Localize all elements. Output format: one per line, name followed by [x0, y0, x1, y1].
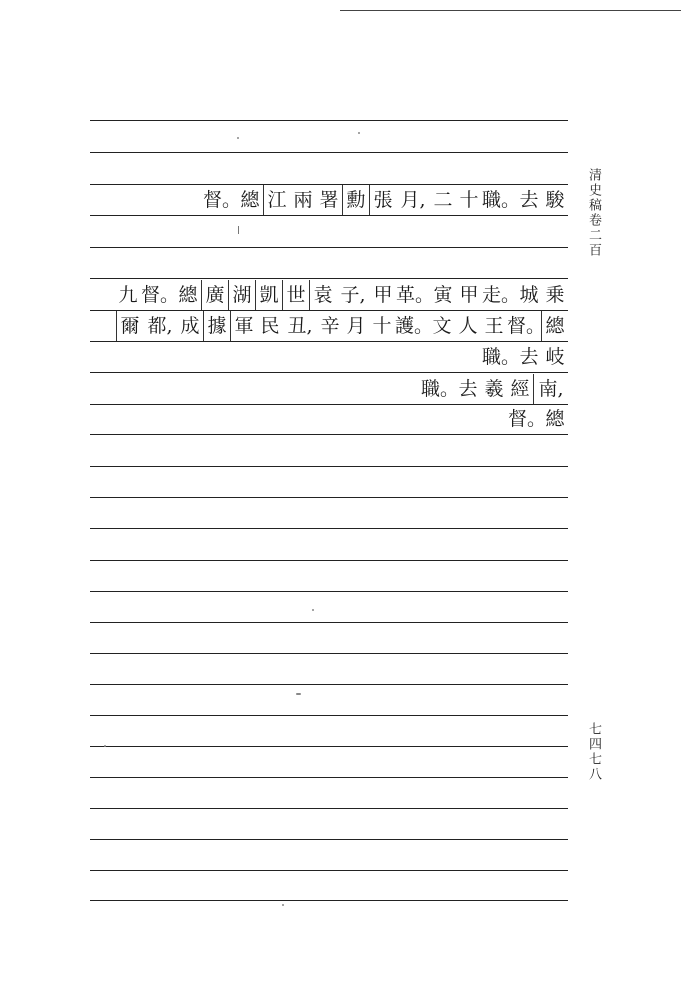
- glyph-cell: 乗: [545, 284, 565, 306]
- glyph-cell: 張: [369, 185, 396, 215]
- glyph-cell: 月,: [400, 189, 426, 211]
- table-rule: [90, 434, 568, 435]
- glyph-cell: 丑,: [287, 315, 313, 337]
- glyph-cell: 民: [260, 315, 280, 337]
- table-rule: [90, 777, 568, 778]
- glyph-cell: 岐: [545, 346, 565, 368]
- table-rule: [90, 215, 568, 216]
- table-rule: [90, 372, 568, 373]
- glyph-cell: 袁: [309, 280, 336, 310]
- glyph-cell: 月: [346, 315, 366, 337]
- table-row: [90, 185, 568, 215]
- table-rule: [90, 746, 568, 747]
- glyph-cell: 軍: [230, 311, 257, 341]
- table-rule: [90, 152, 568, 153]
- glyph-cell: 總: [240, 189, 260, 211]
- glyph-cell: 去: [458, 378, 478, 400]
- glyph-cell: 寅: [433, 284, 453, 306]
- glyph-cell: 兩: [293, 189, 313, 211]
- glyph-cell: 二: [433, 189, 453, 211]
- table-rule: [90, 591, 568, 592]
- table-rule: [90, 839, 568, 840]
- table-rule: [90, 900, 568, 901]
- glyph-cell: 督。: [203, 189, 242, 211]
- glyph-cell: 總: [545, 408, 565, 430]
- glyph-cell: 走。: [482, 284, 521, 306]
- table-rule: [90, 466, 568, 467]
- glyph-cell: 據: [203, 311, 230, 341]
- glyph-cell: 去: [519, 189, 539, 211]
- glyph-cell: 凱: [255, 280, 282, 310]
- glyph-cell: 甲: [373, 284, 393, 306]
- table-rule: [90, 653, 568, 654]
- table-row: [90, 374, 568, 404]
- table-rule: [90, 120, 568, 121]
- table-row: [90, 342, 568, 372]
- table-rule: [90, 247, 568, 248]
- glyph-cell: 江: [263, 185, 290, 215]
- page-number: 七四七八: [586, 722, 601, 782]
- glyph-cell: 署: [319, 189, 339, 211]
- glyph-cell: 人: [458, 315, 478, 337]
- glyph-cell: 湖: [228, 280, 255, 310]
- scan-mark: [238, 226, 239, 234]
- glyph-cell: 經: [510, 378, 530, 400]
- glyph-cell: 總: [178, 284, 198, 306]
- glyph-cell: 督。: [508, 408, 547, 430]
- scan-mark: [296, 693, 301, 695]
- scan-mark: [237, 137, 239, 139]
- glyph-cell: 廣: [201, 280, 228, 310]
- glyph-cell: 爾: [116, 311, 143, 341]
- scan-mark: [358, 132, 360, 134]
- scan-mark: [282, 904, 284, 906]
- glyph-cell: 世: [282, 280, 309, 310]
- glyph-cell: 職。: [482, 346, 521, 368]
- glyph-cell: 成: [180, 315, 200, 337]
- glyph-cell: 總: [541, 311, 568, 341]
- glyph-cell: 督。: [507, 315, 546, 337]
- table-rule: [90, 622, 568, 623]
- glyph-cell: 十: [459, 189, 479, 211]
- glyph-cell: 督。: [141, 284, 180, 306]
- glyph-cell: 職。: [421, 378, 460, 400]
- glyph-cell: 辛: [320, 315, 340, 337]
- top-edge-line: [340, 10, 681, 11]
- table-rule: [90, 684, 568, 685]
- glyph-cell: 都,: [147, 315, 173, 337]
- glyph-cell: 甲: [459, 284, 479, 306]
- glyph-cell: 駿: [545, 189, 565, 211]
- scan-mark: [312, 609, 314, 611]
- glyph-cell: 十: [372, 315, 392, 337]
- table-rule: [90, 808, 568, 809]
- glyph-cell: 革。: [396, 284, 435, 306]
- glyph-cell: 九: [118, 284, 138, 306]
- table-rule: [90, 870, 568, 871]
- glyph-cell: 文: [432, 315, 452, 337]
- scan-mark: [104, 745, 106, 747]
- glyph-cell: 勳: [342, 185, 369, 215]
- running-title: 清史稿卷二百: [586, 168, 601, 258]
- table-row: [90, 280, 568, 310]
- glyph-cell: 城: [519, 284, 539, 306]
- glyph-cell: 羲: [484, 378, 504, 400]
- table-rule: [90, 560, 568, 561]
- table-rule: [90, 497, 568, 498]
- glyph-cell: 南,: [533, 374, 568, 404]
- glyph-cell: 去: [519, 346, 539, 368]
- table-row: [90, 404, 568, 434]
- table-row: [90, 311, 568, 341]
- table-rule: [90, 278, 568, 279]
- glyph-cell: 王: [484, 315, 504, 337]
- glyph-cell: 子,: [340, 284, 366, 306]
- glyph-cell: 職。: [482, 189, 521, 211]
- table-rule: [90, 528, 568, 529]
- glyph-cell: 護。: [395, 315, 434, 337]
- table-rule: [90, 715, 568, 716]
